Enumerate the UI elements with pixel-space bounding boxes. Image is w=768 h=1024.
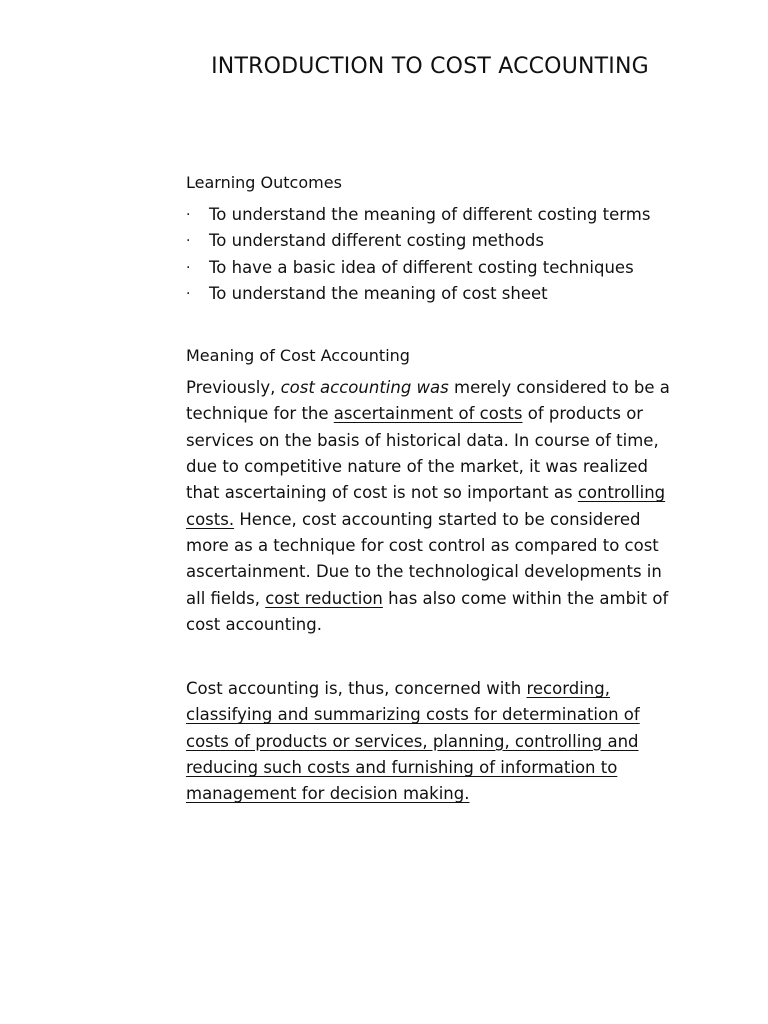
meaning-paragraph-2 bbox=[186, 676, 670, 807]
bullet-icon: · bbox=[186, 259, 191, 276]
learning-outcomes-section bbox=[186, 170, 686, 307]
list-item bbox=[186, 202, 671, 228]
list-item bbox=[186, 281, 671, 307]
learning-outcomes-heading: Learning Outcomes bbox=[186, 173, 342, 192]
meaning-section bbox=[186, 343, 686, 807]
learning-outcomes-list bbox=[186, 202, 686, 307]
list-item-text: To understand the meaning of cost sheet bbox=[209, 283, 548, 303]
list-item-text: To understand different costing methods bbox=[209, 231, 544, 251]
text-run: of products or services on the basis of historical data. In course of time, due to competitive nature of the market, it was realized that ascertaining of cost is not so important as bbox=[186, 404, 659, 503]
meaning-heading: Meaning of Cost Accounting bbox=[186, 346, 410, 366]
underlined-text: cost reduction bbox=[265, 588, 383, 608]
text-run: Cost accounting is, thus, concerned with bbox=[186, 679, 527, 699]
bullet-icon: · bbox=[186, 233, 191, 250]
underlined-text: recording, classifying and summarizing costs for determination of costs of products or services, planning, controlling and reducing such costs and furnishing of information to management for decision making. bbox=[186, 679, 640, 804]
text-run: has also come within the ambit of cost accounting. bbox=[186, 588, 669, 634]
italic-text: cost accounting was bbox=[280, 378, 449, 398]
bullet-icon: · bbox=[186, 207, 191, 223]
list-item-text: To have a basic idea of different costing techniques bbox=[209, 257, 634, 277]
text-run: Previously, bbox=[186, 378, 281, 398]
meaning-paragraph-1 bbox=[186, 375, 670, 638]
list-item bbox=[186, 255, 671, 281]
page-title: INTRODUCTION TO COST ACCOUNTING bbox=[211, 54, 649, 79]
list-item-text: To understand the meaning of different costing terms bbox=[209, 205, 651, 224]
text-run: merely considered to be a technique for the bbox=[186, 378, 670, 424]
list-item bbox=[186, 228, 671, 254]
text-run: Hence, cost accounting started to be considered more as a technique for cost control as compared to cost ascertainment. Due to the technological developments in all fields, bbox=[186, 509, 662, 608]
underlined-text: ascertainment of costs bbox=[333, 404, 523, 424]
document-body bbox=[186, 170, 686, 808]
underlined-text: controlling costs. bbox=[186, 483, 666, 529]
bullet-icon: · bbox=[186, 285, 191, 302]
